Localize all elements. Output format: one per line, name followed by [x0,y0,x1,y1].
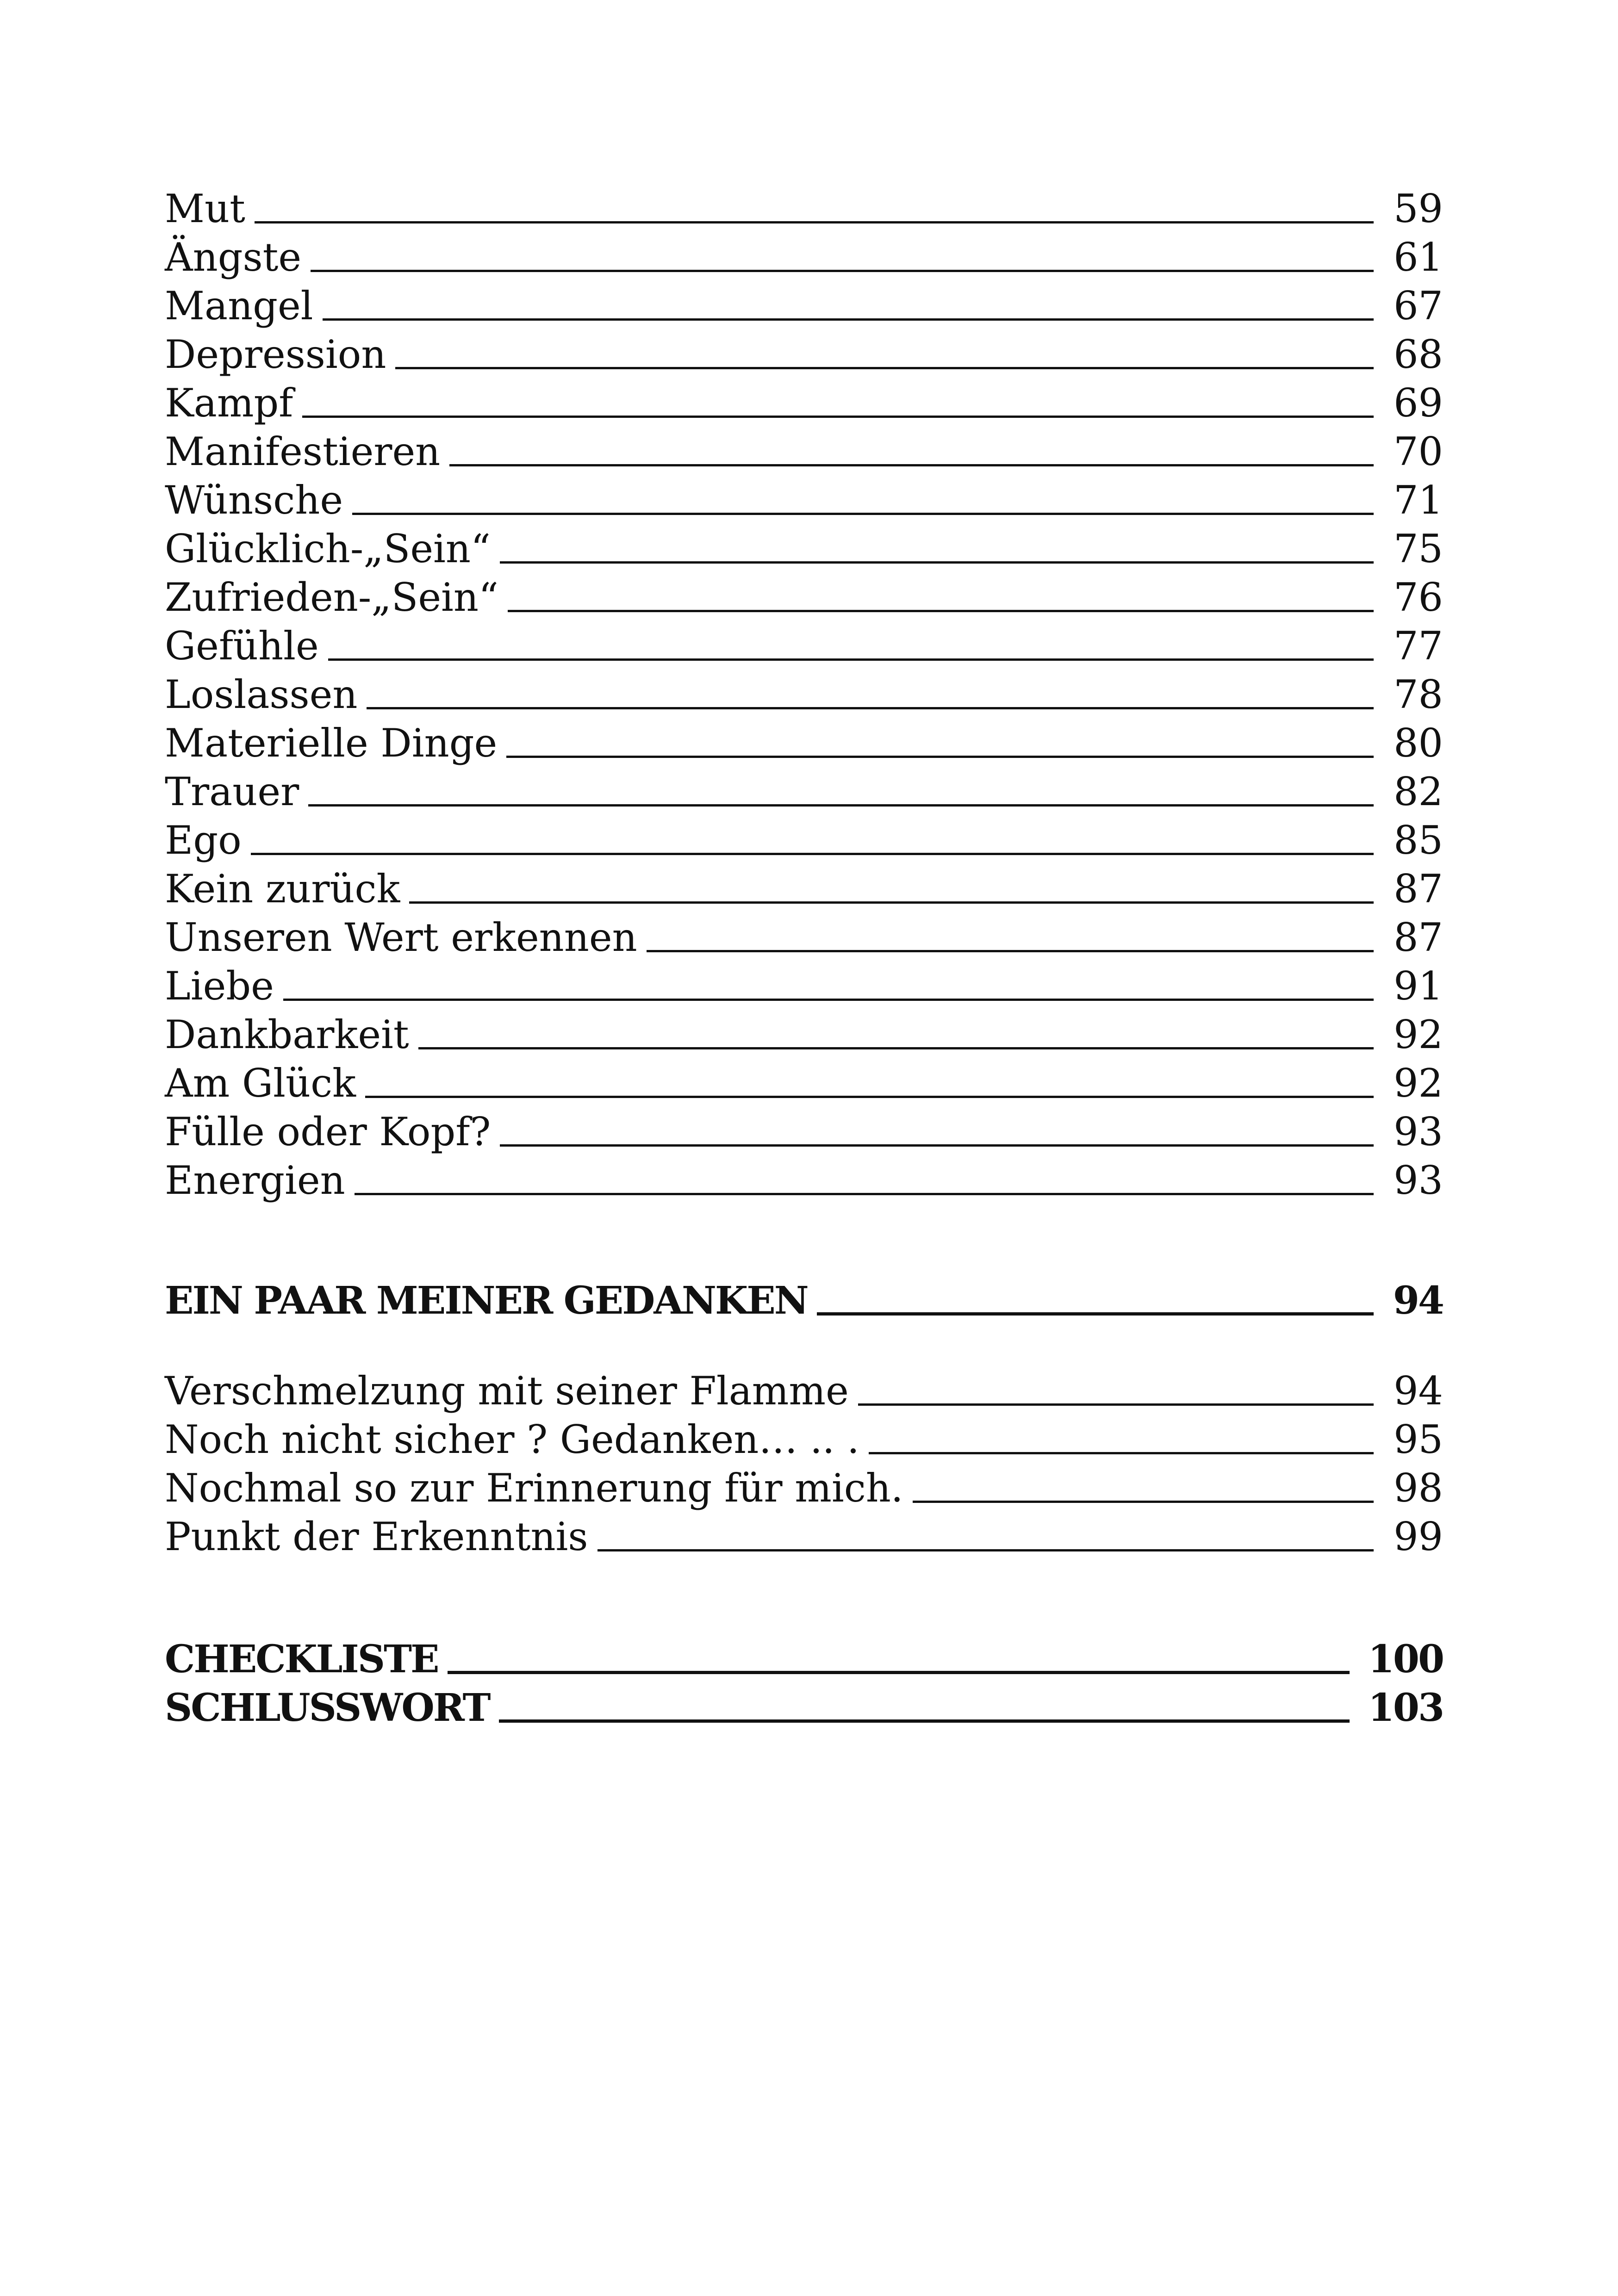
toc-entry[interactable] [165,1414,1443,1463]
toc-leader-line [418,1047,1374,1049]
toc-entry[interactable] [165,912,1443,961]
toc-entry-page: 98 [1394,1465,1443,1511]
toc-leader-line [255,221,1374,223]
toc-leader-line [817,1312,1374,1316]
toc-entry-title: Loslassen [165,672,358,717]
toc-entry-title: Gefühle [165,623,319,669]
toc-entry[interactable] [165,814,1443,863]
toc-leader-line [308,804,1374,807]
toc-entry[interactable] [165,1106,1443,1155]
toc-entry-title: Wünsche [165,478,343,523]
toc-leader-line [647,950,1374,952]
toc-leader-line [449,464,1374,466]
toc-entry-page: 91 [1394,963,1443,1009]
toc-entry-page: 87 [1394,866,1443,912]
toc-entry-page: 87 [1394,915,1443,960]
toc-entry-title: Kampf [165,380,293,426]
toc-leader-line [500,1144,1374,1147]
toc-entry-title: Fülle oder Kopf? [165,1109,491,1154]
toc-entry[interactable] [165,571,1443,621]
toc-leader-line [251,853,1374,855]
toc-leader-line [913,1501,1374,1503]
toc-leader-line [499,1719,1350,1723]
toc-entry-page: 77 [1394,623,1443,669]
toc-entry-page: 93 [1394,1109,1443,1154]
toc-entry-page: 68 [1394,332,1443,377]
toc-entry-page: 93 [1394,1158,1443,1203]
toc-leader-line [352,513,1374,515]
toc-entry[interactable] [165,863,1443,912]
toc-entry-title: Mangel [165,283,313,329]
toc-entry-page: 82 [1394,769,1443,814]
toc-entry[interactable] [165,183,1443,232]
toc-section-title: CHECKLISTE [165,1637,438,1682]
toc-leader-line [448,1671,1350,1674]
toc-leader-line [311,270,1374,272]
toc-entry-title: Punkt der Erkenntnis [165,1514,588,1559]
toc-entry-title: Dankbarkeit [165,1012,409,1057]
toc-entry[interactable] [165,1009,1443,1058]
toc-leader-line [328,658,1374,661]
toc-entry-page: 92 [1394,1012,1443,1057]
toc-entry[interactable] [165,766,1443,815]
toc-entry[interactable] [165,377,1443,426]
toc-leader-line [506,756,1374,758]
toc-entry-page: 70 [1394,429,1443,474]
toc-entry-page: 78 [1394,672,1443,717]
toc-entry-title: Nochmal so zur Erinnerung für mich. [165,1465,903,1511]
toc-section-page: 94 [1393,1278,1443,1323]
toc-entry-title: Trauer [165,769,299,814]
toc-entry-title: Noch nicht sicher ? Gedanken… .. . [165,1417,859,1462]
toc-section-checkliste[interactable] [165,1633,1443,1682]
toc-leader-line [869,1452,1374,1454]
toc-leader-line [355,1193,1374,1195]
toc-section-page: 103 [1368,1686,1443,1730]
toc-leader-line [395,367,1374,369]
toc-section-gedanken[interactable] [165,1275,1443,1324]
toc-entry-page: 99 [1394,1514,1443,1559]
toc-leader-line [597,1549,1374,1551]
toc-entry-title: Kein zurück [165,866,400,912]
toc-entry-page: 94 [1394,1368,1443,1414]
toc-section-page: 100 [1368,1637,1443,1682]
toc-entry[interactable] [165,474,1443,523]
toc-leader-line [367,707,1374,709]
table-of-contents [165,0,1443,2296]
toc-entry[interactable] [165,960,1443,1009]
toc-entry-title: Glücklich-„Sein“ [165,526,491,571]
toc-entry-title: Ängste [165,235,302,280]
toc-entry-page: 67 [1394,283,1443,329]
toc-leader-line [508,610,1374,612]
toc-entry[interactable] [165,523,1443,572]
toc-entry-title: Energien [165,1158,345,1203]
toc-entry-page: 71 [1394,478,1443,523]
toc-entry-title: Unseren Wert erkennen [165,915,637,960]
toc-entry[interactable] [165,329,1443,378]
toc-entry[interactable] [165,620,1443,669]
toc-leader-line [323,318,1374,321]
toc-entry-title: Liebe [165,963,274,1009]
toc-entry-page: 95 [1394,1417,1443,1462]
toc-entry-page: 69 [1394,380,1443,426]
toc-entry-page: 92 [1394,1061,1443,1106]
toc-entry-page: 85 [1394,818,1443,863]
toc-section-title: EIN PAAR MEINER GEDANKEN [165,1278,808,1323]
toc-entry[interactable] [165,280,1443,329]
toc-entry[interactable] [165,669,1443,718]
toc-entry[interactable] [165,231,1443,280]
toc-entry-page: 75 [1394,526,1443,571]
toc-section-schlusswort[interactable] [165,1682,1443,1731]
toc-entry[interactable] [165,1365,1443,1414]
toc-leader-line [858,1403,1374,1406]
toc-entry-page: 76 [1394,575,1443,620]
toc-entry-page: 61 [1394,235,1443,280]
toc-entry[interactable] [165,1511,1443,1560]
toc-entry[interactable] [165,717,1443,766]
toc-entry[interactable] [165,1462,1443,1511]
toc-entry-title: Am Glück [165,1061,356,1106]
toc-entry[interactable] [165,1154,1443,1204]
toc-leader-line [283,999,1374,1001]
toc-entry-title: Manifestieren [165,429,441,474]
toc-leader-line [500,561,1374,564]
toc-entry-title: Zufrieden-„Sein“ [165,575,498,620]
toc-entry-title: Verschmelzung mit seiner Flamme [165,1368,849,1414]
toc-entry-page: 59 [1394,186,1443,231]
toc-entry-title: Mut [165,186,245,231]
toc-entry-title: Ego [165,818,242,863]
toc-leader-line [409,901,1374,904]
toc-entry[interactable] [165,1057,1443,1106]
toc-section-title: SCHLUSSWORT [165,1686,490,1730]
toc-entry-page: 80 [1394,720,1443,766]
toc-leader-line [365,1096,1374,1098]
toc-entry-title: Materielle Dinge [165,720,498,766]
toc-entry[interactable] [165,426,1443,475]
toc-entry-title: Depression [165,332,386,377]
toc-leader-line [302,416,1374,418]
